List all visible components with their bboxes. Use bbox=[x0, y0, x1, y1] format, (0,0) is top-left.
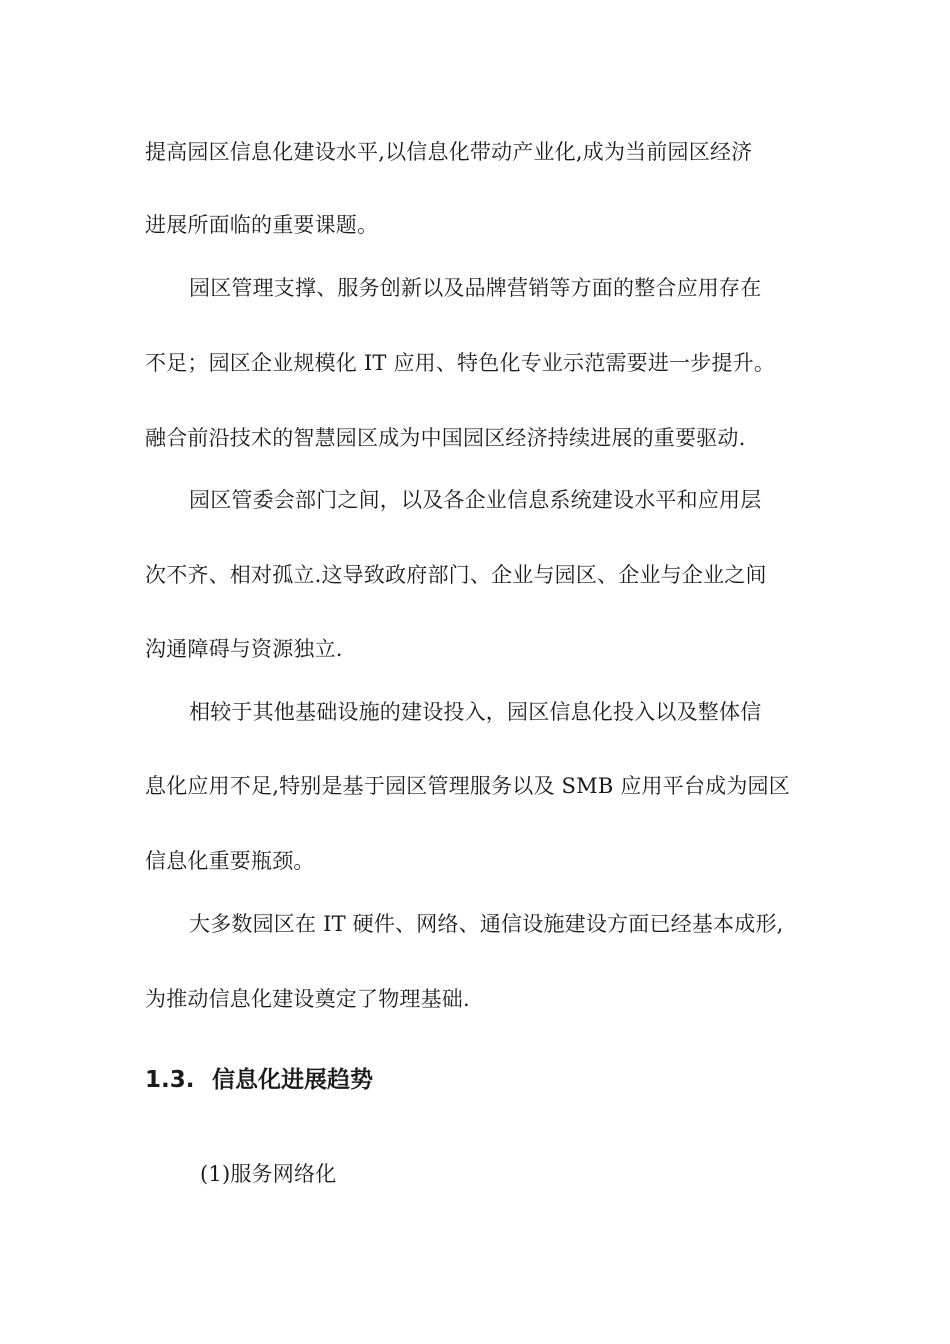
paragraph-2-line-1: 园区管理支撑、服务创新以及品牌营销等方面的整合应用存在 bbox=[189, 276, 762, 300]
paragraph-3-line-3: 沟通障碍与资源独立. bbox=[145, 637, 343, 661]
section-heading bbox=[145, 1064, 373, 1096]
paragraph-4-line-3: 信息化重要瓶颈。 bbox=[145, 849, 315, 873]
list-item-1: (1)服务网络化 bbox=[200, 1162, 337, 1186]
section-title: 信息化进展趋势 bbox=[212, 1067, 373, 1093]
section-number: 1.3. bbox=[145, 1067, 195, 1093]
paragraph-4-line-1: 相较于其他基础设施的建设投入，园区信息化投入以及整体信 bbox=[189, 700, 762, 724]
paragraph-2-line-3: 融合前沿技术的智慧园区成为中国园区经济持续进展的重要驱动. bbox=[145, 426, 746, 450]
paragraph-4-line-2: 息化应用不足,特别是基于园区管理服务以及 SMB 应用平台成为园区 bbox=[145, 774, 790, 798]
paragraph-2-line-2: 不足；园区企业规模化 IT 应用、特色化专业示范需要进一步提升。 bbox=[145, 351, 776, 375]
paragraph-1-line-1: 提高园区信息化建设水平,以信息化带动产业化,成为当前园区经济 bbox=[145, 140, 753, 164]
paragraph-5-line-1: 大多数园区在 IT 硬件、网络、通信设施建设方面已经基本成形, bbox=[189, 912, 784, 936]
paragraph-3-line-1: 园区管委会部门之间，以及各企业信息系统建设水平和应用层 bbox=[189, 488, 762, 512]
paragraph-3-line-2: 次不齐、相对孤立.这导致政府部门、企业与园区、企业与企业之间 bbox=[145, 563, 767, 587]
paragraph-1-line-2: 进展所面临的重要课题。 bbox=[145, 213, 379, 237]
paragraph-5-line-2: 为推动信息化建设奠定了物理基础. bbox=[145, 987, 470, 1011]
